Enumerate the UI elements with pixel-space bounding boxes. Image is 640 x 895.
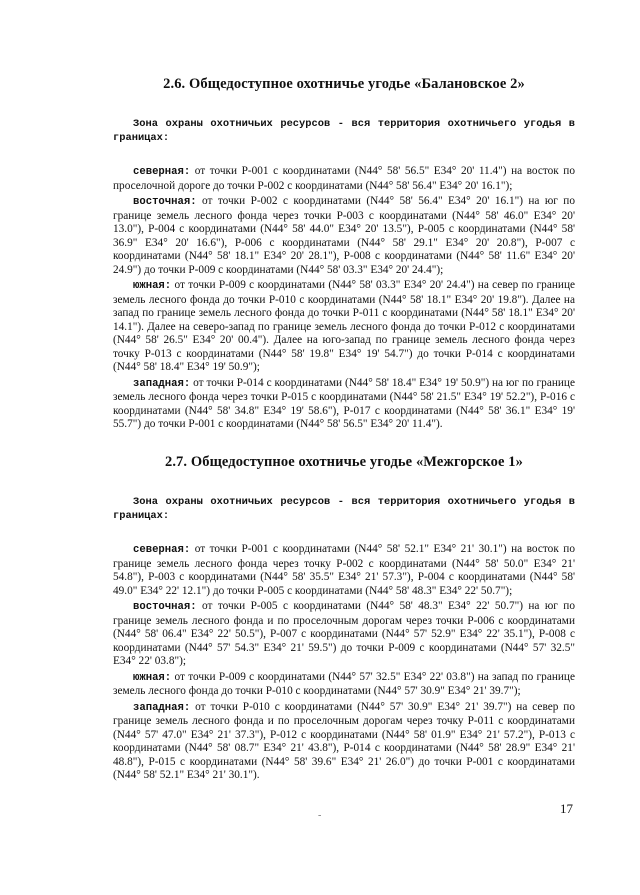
- border-label: северная:: [133, 166, 191, 178]
- border-west: [113, 377, 575, 432]
- border-north: [113, 543, 575, 598]
- border-text: от точки P-001 с координатами (N44° 58' 52.1" E34° 21' 30.1") на восток по границе земель лесного фонда через точку P-002 с координатами (N44° 58' 50.0" E34° 21' 54.8"), P-003 с координатами (N44° 58' 35.5" E34° 21' 57.3"), P-004 с координатами (N44° 58' 49.0" E34° 22' 12.1") до точки P-005 с координатами (N44° 58' 48.3" E34° 22' 50.7");: [113, 543, 575, 597]
- border-text: от точки P-002 с координатами (N44° 58' 56.4" E34° 20' 16.1") на юг по границе земель лесного фонда через точки P-003 с координатами (N44° 58' 46.0" E34° 20' 13.0"), P-004 с координатами (N44° 58' 44.0" E34° 20' 13.5"), P-005 с координатами (N44° 58' 36.9" E34° 20' 16.6"), P-006 с координатами (N44° 58' 29.1" E34° 20' 20.8"), P-007 с координатами (N44° 58' 18.1" E34° 20' 28.1"), P-008 с координатами (N44° 58' 11.6" E34° 20' 24.9") до точки P-009 с координатами (N44° 58' 03.3" E34° 20' 24.4");: [113, 195, 575, 276]
- border-east: [113, 600, 575, 669]
- page-number: 17: [560, 801, 573, 816]
- border-north: [113, 165, 575, 193]
- zone-heading: Зона охраны охотничьих ресурсов - вся территория охотничьего угодья в границах:: [113, 118, 575, 144]
- section-title: 2.6. Общедоступное охотничье угодье «Балановское 2»: [163, 76, 525, 92]
- border-label: северная:: [133, 544, 191, 556]
- zone-heading: Зона охраны охотничьих ресурсов - вся территория охотничьего угодья в границах:: [113, 496, 575, 522]
- border-label: южная:: [133, 671, 172, 684]
- section-mezhgorskoe-1: [113, 454, 575, 785]
- border-south: [113, 671, 575, 699]
- border-label: восточная:: [133, 601, 197, 613]
- border-west: [113, 701, 575, 783]
- border-text: от точки P-010 с координатами (N44° 57' 30.9" E34° 21' 39.7") на север по границе земель лесного фонда и по проселочным дорогам через точку P-011 с координатами (N44° 57' 47.0" E34° 21' 37.3"), P-012 с координатами (N44° 58' 01.9" E34° 21' 57.2"), P-013 с координатами (N44° 58' 08.7" E34° 21' 43.8"), P-014 с координатами (N44° 58' 28.9" E34° 21' 48.8"), P-015 с координатами (N44° 58' 39.6" E34° 21' 26.0") до точки P-001 с координатами (N44° 58' 52.1" E34° 21' 30.1").: [113, 700, 575, 781]
- section-balanovskoe-2: [113, 76, 575, 434]
- border-south: [113, 279, 575, 375]
- border-label: южная:: [133, 280, 172, 292]
- border-label: восточная:: [133, 196, 197, 208]
- border-label: западная:: [133, 701, 191, 714]
- border-text: от точки P-005 с координатами (N44° 58' 48.3" E34° 22' 50.7") на юг по границе земель лесного фонда и по проселочным дорогам через точки P-006 с координатами (N44° 58' 06.4" E34° 22' 50.5"), P-007 с координатами (N44° 57' 52.9" E34° 22' 35.1"), P-008 с координатами (N44° 57' 54.3" E34° 21' 59.5") до точки P-009 с координатами (N44° 57' 32.5" E34° 22' 03.8");: [113, 600, 575, 667]
- border-text: от точки P-014 с координатами (N44° 58' 18.4" E34° 19' 50.9") на юг по границе земель лесного фонда через точки P-015 с координатами (N44° 58' 21.5" E34° 19' 52.2"), P-016 с координатами (N44° 58' 34.8" E34° 19' 58.6"), P-017 с координатами (N44° 58' 36.1" E34° 19' 55.7") до точки P-001 с координатами (N44° 58' 56.5" E34° 20' 11.4").: [113, 376, 575, 430]
- border-label: западная:: [133, 377, 191, 390]
- section-title: 2.7. Общедоступное охотничье угодье «Межгорское 1»: [164, 454, 523, 470]
- border-text: от точки P-001 с координатами (N44° 58' 56.5" E34° 20' 11.4") на восток по проселочной дороге до точки P-002 с координатами (N44° 58' 56.4" E34° 20' 16.1");: [113, 165, 575, 192]
- border-text: от точки P-009 с координатами (N44° 57' 32.5" E34° 22' 03.8") на запад по границе земель лесного фонда до точки P-010 с координатами (N44° 57' 30.9" E34° 21' 39.7");: [113, 670, 575, 697]
- border-text: от точки P-009 с координатами (N44° 58' 03.3" E34° 20' 24.4") на север по границе земель лесного фонда до точки P-010 с координатами (N44° 58' 18.1" E34° 20' 19.8"). Далее на запад по границе земель лесного фонда до точки P-011 с координатами (N44° 58' 18.1" E34° 20' 14.1"). Далее на северо-запад по границе земель лесного фонда до точки P-012 с координатами (N44° 58' 26.5" E34° 20' 00.4"). Далее на юго-запад по границе земель лесного фонда через точку P-013 с координатами (N44° 58' 19.8" E34° 19' 54.7") до точки P-014 с координатами (N44° 58' 18.4" E34° 19' 50.9");: [113, 279, 575, 373]
- border-east: [113, 195, 575, 277]
- footer-mark: -: [318, 810, 322, 821]
